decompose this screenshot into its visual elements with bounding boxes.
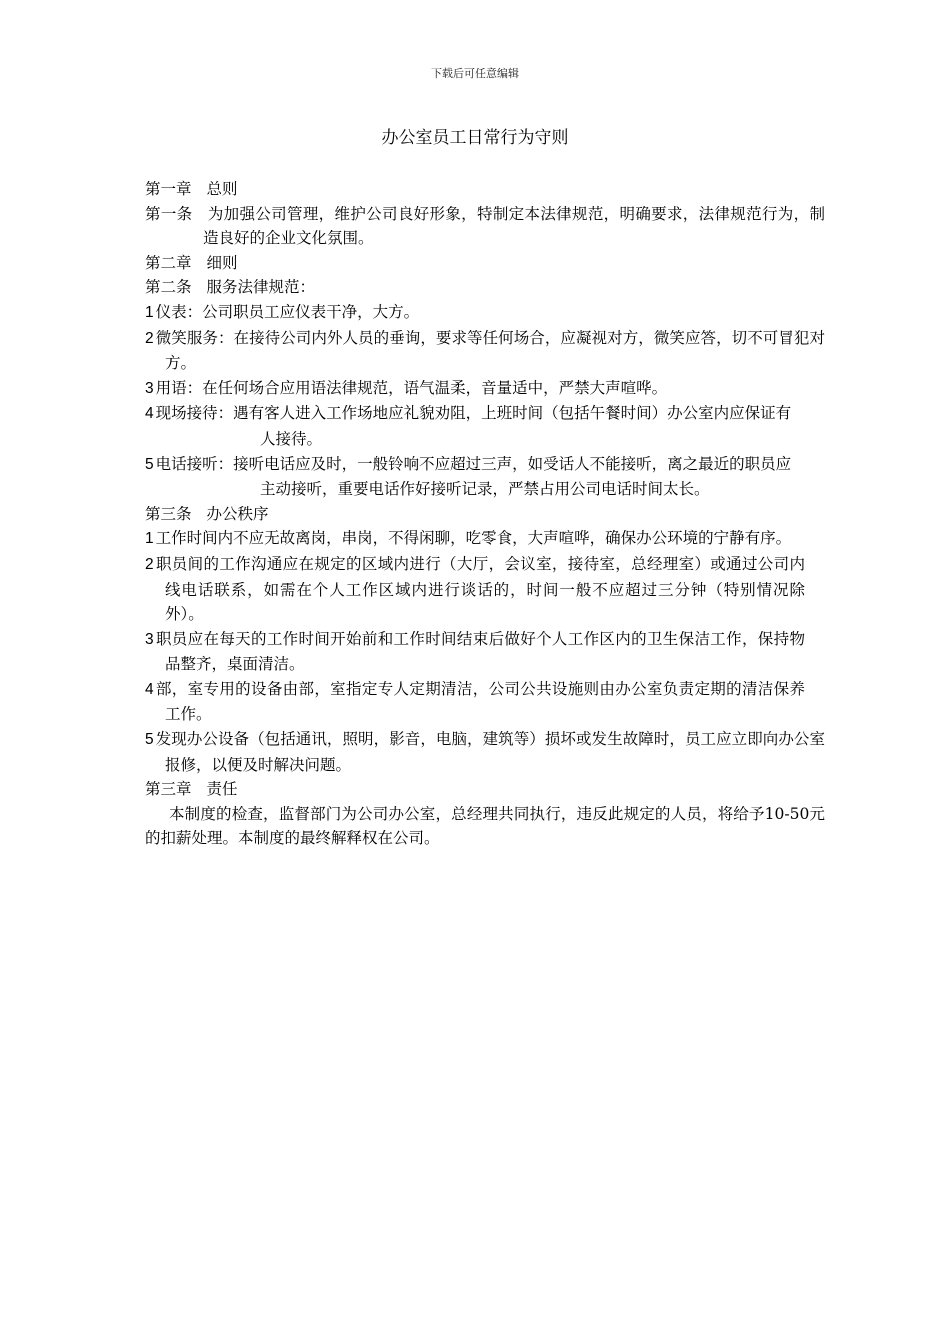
list-item-text: 用语：在任何场合应用语法律规范，语气温柔，音量适中，严禁大声喧哗。	[155, 378, 668, 397]
chapter-1-label: 第一章	[145, 180, 192, 198]
article-2-heading	[145, 275, 825, 300]
list-item	[145, 376, 825, 402]
closing-paragraph: 本制度的检查，监督部门为公司办公室，总经理共同执行，违反此规定的人员，将给予10-50元的扣薪处理。本制度的最终解释权在公司。	[145, 804, 825, 848]
document-title: 办公室员工日常行为守则	[381, 128, 569, 148]
list-item-text: 微笑服务：在接待公司内外人员的垂询，要求等任何场合，应凝视对方，微笑应答，切不可冒犯对方。	[155, 328, 825, 373]
list-item-number: 5	[145, 455, 154, 473]
list-item-number: 2	[145, 329, 154, 347]
article-3-title: 办公秩序	[206, 504, 269, 523]
list-item	[145, 326, 825, 376]
article-1-label: 第一条	[145, 204, 193, 223]
article-1	[145, 202, 825, 251]
list-item-text: 电话接听：接听电话应及时，一般铃响不应超过三声，如受话人不能接听，离之最近的职员应主动接听，重要电话作好接听记录，严禁占用公司电话时间太长。	[155, 454, 792, 499]
list-item-number: 4	[145, 405, 154, 423]
article-2-label: 第二条	[145, 278, 192, 297]
chapter-2-label: 第二章	[145, 253, 192, 272]
list-item-text: 职员应在每天的工作时间开始前和工作时间结束后做好个人工作区内的卫生保洁工作，保持物品整齐，桌面清洁。	[155, 629, 805, 674]
chapter-1-title: 总则	[206, 180, 238, 198]
article-1-text: 为加强公司管理，维护公司良好形象，特制定本法律规范，明确要求，法律规范行为，制造良好的企业文化氛围。	[203, 204, 825, 248]
list-item-number: 4	[145, 680, 154, 698]
chapter-2-title: 细则	[206, 253, 238, 272]
list-item	[145, 552, 825, 627]
chapter-3-title: 责任	[206, 780, 238, 799]
list-item	[145, 526, 825, 552]
list-item-number: 5	[145, 731, 154, 749]
list-item-text: 现场接待：遇有客人进入工作场地应礼貌劝阻，上班时间（包括午餐时间）办公室内应保证有人接待。	[155, 404, 792, 448]
chapter-1-heading	[145, 177, 825, 202]
list-item-number: 2	[145, 555, 154, 573]
chapter-3-heading	[145, 777, 825, 802]
list-item-number: 3	[145, 630, 154, 648]
list-item-number: 3	[145, 379, 154, 397]
list-item	[145, 677, 825, 727]
article-3-heading	[145, 502, 825, 527]
header-note: 下载后可任意编辑	[431, 67, 519, 80]
list-item-text: 职员间的工作沟通应在规定的区域内进行（大厅，会议室，接待室，总经理室）或通过公司内线电话联系，如需在个人工作区域内进行谈话的，时间一般不应超过三分钟（特别情况除外）。	[155, 554, 805, 624]
list-item-text: 发现办公设备（包括通讯，照明，影音，电脑，建筑等）损坏或发生故障时，员工应立即向办公室报修，以便及时解决问题。	[155, 730, 825, 774]
list-item-text: 部，室专用的设备由部，室指定专人定期清洁，公司公共设施则由办公室负责定期的清洁保养工作。	[155, 679, 805, 724]
list-item-number: 1	[145, 303, 154, 321]
chapter-2-heading	[145, 251, 825, 276]
list-item-number: 1	[145, 530, 154, 548]
document-body	[145, 177, 825, 851]
list-item	[145, 627, 825, 677]
list-item	[145, 452, 825, 502]
article-3-label: 第三条	[145, 504, 192, 523]
list-item-text: 仪表：公司职员工应仪表干净，大方。	[155, 302, 420, 321]
chapter-3-label: 第三章	[145, 780, 192, 799]
article-2-title: 服务法律规范：	[206, 278, 316, 297]
list-item	[145, 727, 825, 777]
list-item	[145, 300, 825, 326]
list-item	[145, 401, 825, 451]
list-item-text: 工作时间内不应无故离岗，串岗，不得闲聊，吃零食，大声喧哗，确保办公环境的宁静有序。	[155, 529, 792, 548]
